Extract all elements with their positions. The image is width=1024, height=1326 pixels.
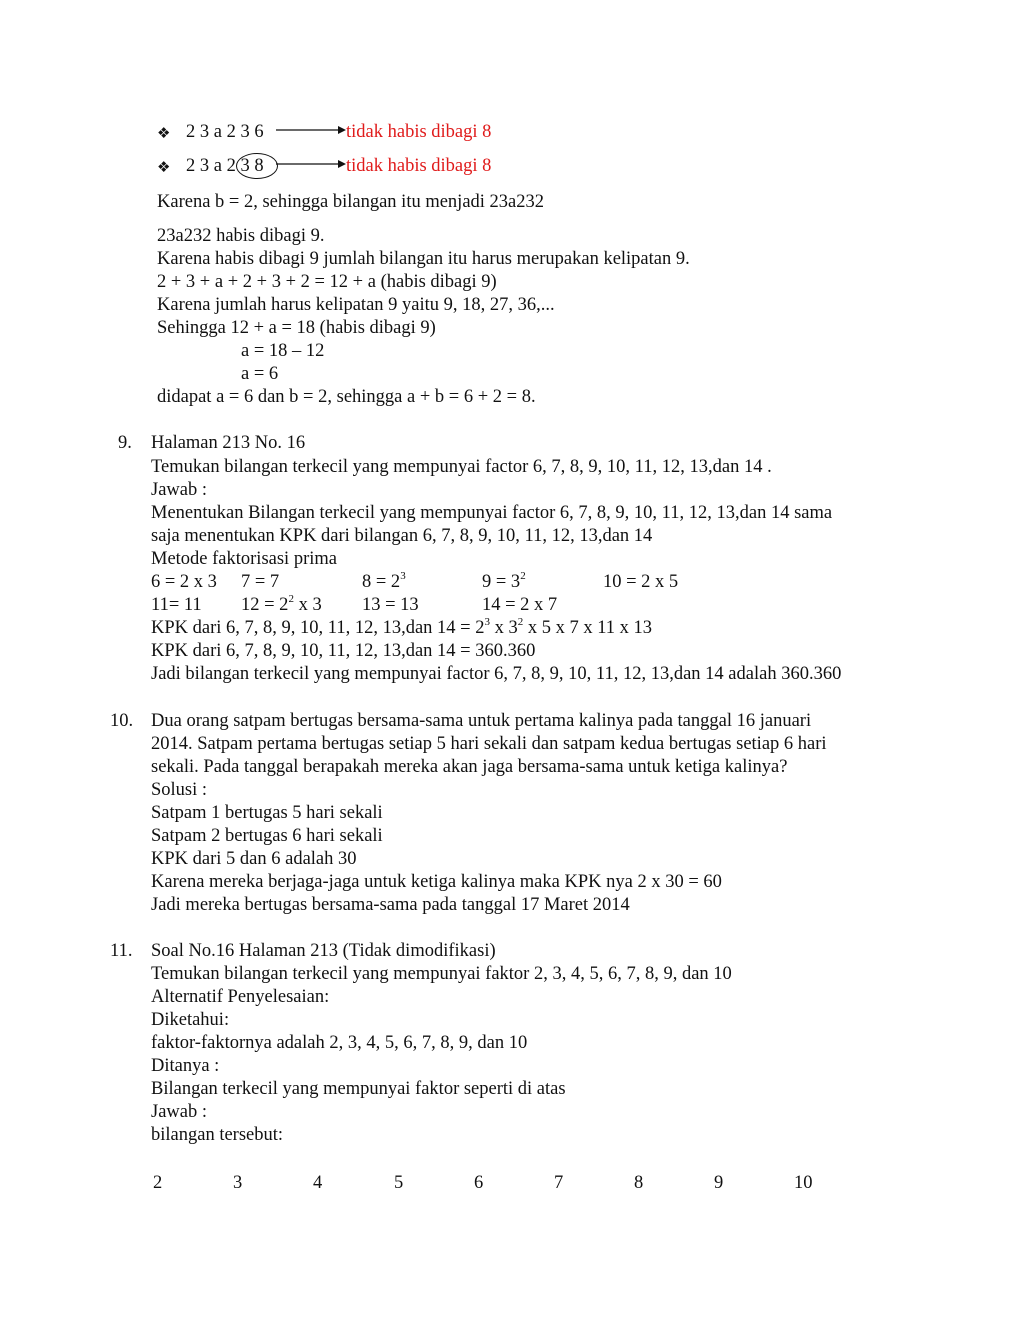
text-line: saja menentukan KPK dari bilangan 6, 7, 8, 9, 10, 11, 12, 13,dan 14 bbox=[151, 526, 653, 546]
factor-6: 6 = 2 x 3 bbox=[151, 572, 217, 592]
arrow-right-icon bbox=[276, 124, 346, 136]
text-line: faktor-faktornya adalah 2, 3, 4, 5, 6, 7, 8, 9, dan 10 bbox=[151, 1033, 528, 1053]
text-line: Solusi : bbox=[151, 780, 208, 800]
text-line: Metode faktorisasi prima bbox=[151, 549, 337, 569]
item-number: 10. bbox=[110, 711, 134, 731]
text-line: Temukan bilangan terkecil yang mempunyai factor 6, 7, 8, 9, 10, 11, 12, 13,dan 14 . bbox=[151, 457, 772, 477]
text-line: Bilangan terkecil yang mempunyai faktor seperti di atas bbox=[151, 1079, 566, 1099]
number-cell: 5 bbox=[394, 1173, 404, 1193]
diamond-bullet-icon: ❖ bbox=[157, 124, 171, 142]
diamond-bullet-icon: ❖ bbox=[157, 158, 171, 176]
text-line: Satpam 1 bertugas 5 hari sekali bbox=[151, 803, 383, 823]
text-line: 2 + 3 + a + 2 + 3 + 2 = 12 + a (habis dibagi 9) bbox=[157, 272, 497, 292]
text-line: Dua orang satpam bertugas bersama-sama untuk pertama kalinya pada tanggal 16 januari bbox=[151, 711, 812, 731]
item-number: 11. bbox=[110, 941, 133, 961]
number-cell: 8 bbox=[634, 1173, 644, 1193]
text-line: a = 18 – 12 bbox=[241, 341, 325, 361]
factor-8: $8 = 2^3$ bbox=[362, 570, 406, 592]
text-line: Soal No.16 Halaman 213 (Tidak dimodifikasi) bbox=[151, 941, 496, 961]
kpk-line: KPK dari 6, 7, 8, 9, 10, 11, 12, 13,dan $14 = 2^3$ x $3^2$ x 5 x 7 x 11 x 13 bbox=[151, 616, 653, 638]
bullet-2-result: tidak habis dibagi 8 bbox=[346, 156, 492, 176]
number-cell: 3 bbox=[233, 1173, 243, 1193]
text-line: Jadi bilangan terkecil yang mempunyai factor 6, 7, 8, 9, 10, 11, 12, 13,dan 14 adalah 360.360 bbox=[151, 664, 842, 684]
text-line: Satpam 2 bertugas 6 hari sekali bbox=[151, 826, 383, 846]
bullet-1-result: tidak habis dibagi 8 bbox=[346, 122, 492, 142]
number-cell: 10 bbox=[794, 1173, 813, 1193]
factor-10: 10 = 2 x 5 bbox=[603, 572, 679, 592]
item-number: 9. bbox=[118, 433, 132, 453]
arrow-right-icon bbox=[276, 158, 346, 170]
factor-14: 14 = 2 x 7 bbox=[482, 595, 558, 615]
text-line: Alternatif Penyelesaian: bbox=[151, 987, 330, 1007]
factor-11: 11= 11 bbox=[151, 595, 202, 615]
bullet-2-expression: 2 3 a 2 3 8 bbox=[186, 156, 264, 176]
kpk-result: KPK dari 6, 7, 8, 9, 10, 11, 12, 13,dan 14 = 360.360 bbox=[151, 641, 536, 661]
text-line: Jawab : bbox=[151, 480, 207, 500]
text-line: Karena b = 2, sehingga bilangan itu menjadi 23a232 bbox=[157, 192, 545, 212]
text-line: a = 6 bbox=[241, 364, 279, 384]
factor-13: 13 = 13 bbox=[362, 595, 419, 615]
factor-12: $12 = 2^2$ x 3 bbox=[241, 593, 322, 615]
text-line: KPK dari 5 dan 6 adalah 30 bbox=[151, 849, 357, 869]
text-line: Jadi mereka bertugas bersama-sama pada tanggal 17 Maret 2014 bbox=[151, 895, 630, 915]
text-line: Karena habis dibagi 9 jumlah bilangan itu harus merupakan kelipatan 9. bbox=[157, 249, 690, 269]
number-cell: 6 bbox=[474, 1173, 484, 1193]
text-line: Karena jumlah harus kelipatan 9 yaitu 9, 18, 27, 36,... bbox=[157, 295, 555, 315]
text-line: Jawab : bbox=[151, 1102, 207, 1122]
text-line: 2014. Satpam pertama bertugas setiap 5 hari sekali dan satpam kedua bertugas setiap 6 hari bbox=[151, 734, 827, 754]
text-line: Diketahui: bbox=[151, 1010, 230, 1030]
text-line: Ditanya : bbox=[151, 1056, 220, 1076]
text-line: bilangan tersebut: bbox=[151, 1125, 284, 1145]
text-line: Karena mereka berjaga-jaga untuk ketiga kalinya maka KPK nya 2 x 30 = 60 bbox=[151, 872, 722, 892]
number-cell: 7 bbox=[554, 1173, 564, 1193]
item-title: Halaman 213 No. 16 bbox=[151, 433, 306, 453]
text-line: Sehingga 12 + a = 18 (habis dibagi 9) bbox=[157, 318, 436, 338]
circle-mark-icon bbox=[236, 153, 278, 179]
text-line: Temukan bilangan terkecil yang mempunyai faktor 2, 3, 4, 5, 6, 7, 8, 9, dan 10 bbox=[151, 964, 732, 984]
number-cell: 9 bbox=[714, 1173, 724, 1193]
text-line: sekali. Pada tanggal berapakah mereka akan jaga bersama-sama untuk ketiga kalinya? bbox=[151, 757, 788, 777]
text-line: didapat a = 6 dan b = 2, sehingga a + b = 6 + 2 = 8. bbox=[157, 387, 536, 407]
number-cell: 4 bbox=[313, 1173, 323, 1193]
number-cell: 2 bbox=[153, 1173, 163, 1193]
text-line: Menentukan Bilangan terkecil yang mempunyai factor 6, 7, 8, 9, 10, 11, 12, 13,dan 14 sama bbox=[151, 503, 833, 523]
text-line: 23a232 habis dibagi 9. bbox=[157, 226, 325, 246]
factor-7: 7 = 7 bbox=[241, 572, 280, 592]
bullet-1-expression: 2 3 a 2 3 6 bbox=[186, 122, 264, 142]
factor-9: $9 = 3^2$ bbox=[482, 570, 526, 592]
